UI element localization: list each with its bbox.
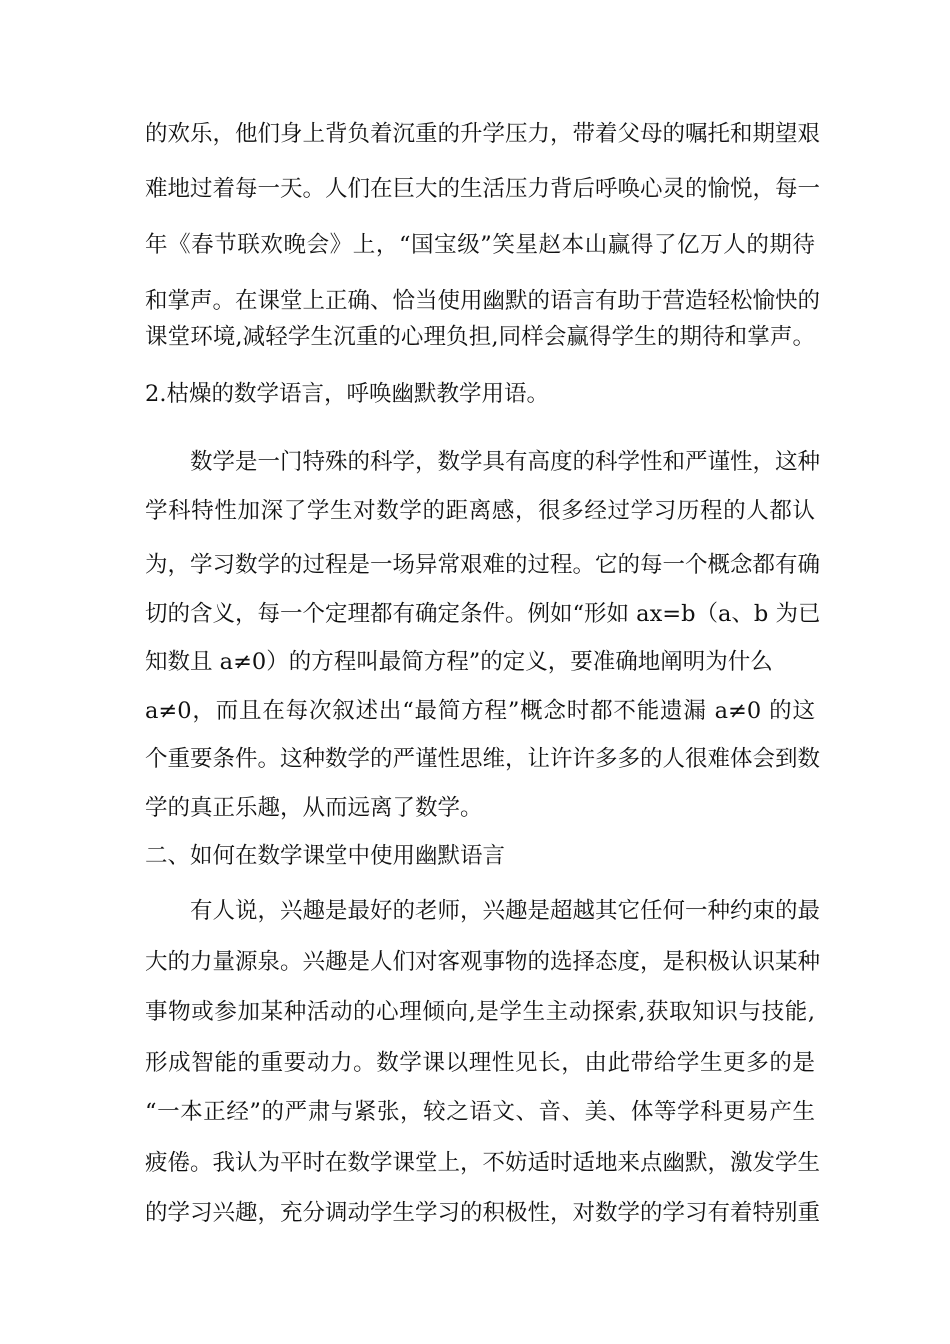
text-line-8: 学科特性加深了学生对数学的距离感，很多经过学习历程的人都认 [145,498,815,524]
text-line-14: 学的真正乐趣，从而远离了数学。 [145,795,483,821]
text-line-12: a≠0，而且在每次叙述出“最简方程”概念时都不能遗漏 a≠0 的这 [145,698,815,724]
text-line-20: “一本正经”的严肃与紧张，较之语文、音、美、体等学科更易产生 [145,1099,815,1125]
paragraph-start-2: 有人说，兴趣是最好的老师，兴趣是超越其它任何一种约束的最 [190,898,821,924]
text-line-9: 为，学习数学的过程是一场异常艰难的过程。它的每一个概念都有确 [145,552,821,578]
text-line-21: 疲倦。我认为平时在数学课堂上，不妨适时适地来点幽默，激发学生 [145,1150,821,1176]
text-line-4: 和掌声。在课堂上正确、恰当使用幽默的语言有助于营造轻松愉快的 [145,288,821,314]
text-line-10: 切的含义，每一个定理都有确定条件。例如“形如 ax=b（a、b 为已 [145,601,821,627]
text-line-13: 个重要条件。这种数学的严谨性思维，让许许多多的人很难体会到数 [145,746,821,772]
text-line-22: 的学习兴趣，充分调动学生学习的积极性，对数学的学习有着特别重 [145,1200,821,1226]
section-heading-2: 二、如何在数学课堂中使用幽默语言 [145,843,506,869]
text-line-19: 形成智能的重要动力。数学课以理性见长，由此带给学生更多的是 [145,1050,815,1076]
text-line-11: 知数且 a≠0）的方程叫最简方程”的定义，要准确地阐明为什么 [145,649,773,675]
text-line-3: 年《春节联欢晚会》上，“国宝级”笑星赵本山赢得了亿万人的期待 [145,232,815,258]
text-line-1: 的欢乐，他们身上背负着沉重的升学压力，带着父母的嘱托和期望艰 [145,121,821,147]
subheading-2: 2.枯燥的数学语言，呼唤幽默教学用语。 [145,381,549,407]
text-line-18: 事物或参加某种活动的心理倾向,是学生主动探索,获取知识与技能, [145,999,815,1025]
text-line-2: 难地过着每一天。人们在巨大的生活压力背后呼唤心灵的愉悦，每一 [145,176,821,202]
paragraph-start-1: 数学是一门特殊的科学，数学具有高度的科学性和严谨性，这种 [190,449,821,475]
text-line-17: 大的力量源泉。兴趣是人们对客观事物的选择态度，是积极认识某种 [145,949,821,975]
text-line-5: 课堂环境,减轻学生沉重的心理负担,同样会赢得学生的期待和掌声。 [145,324,815,350]
